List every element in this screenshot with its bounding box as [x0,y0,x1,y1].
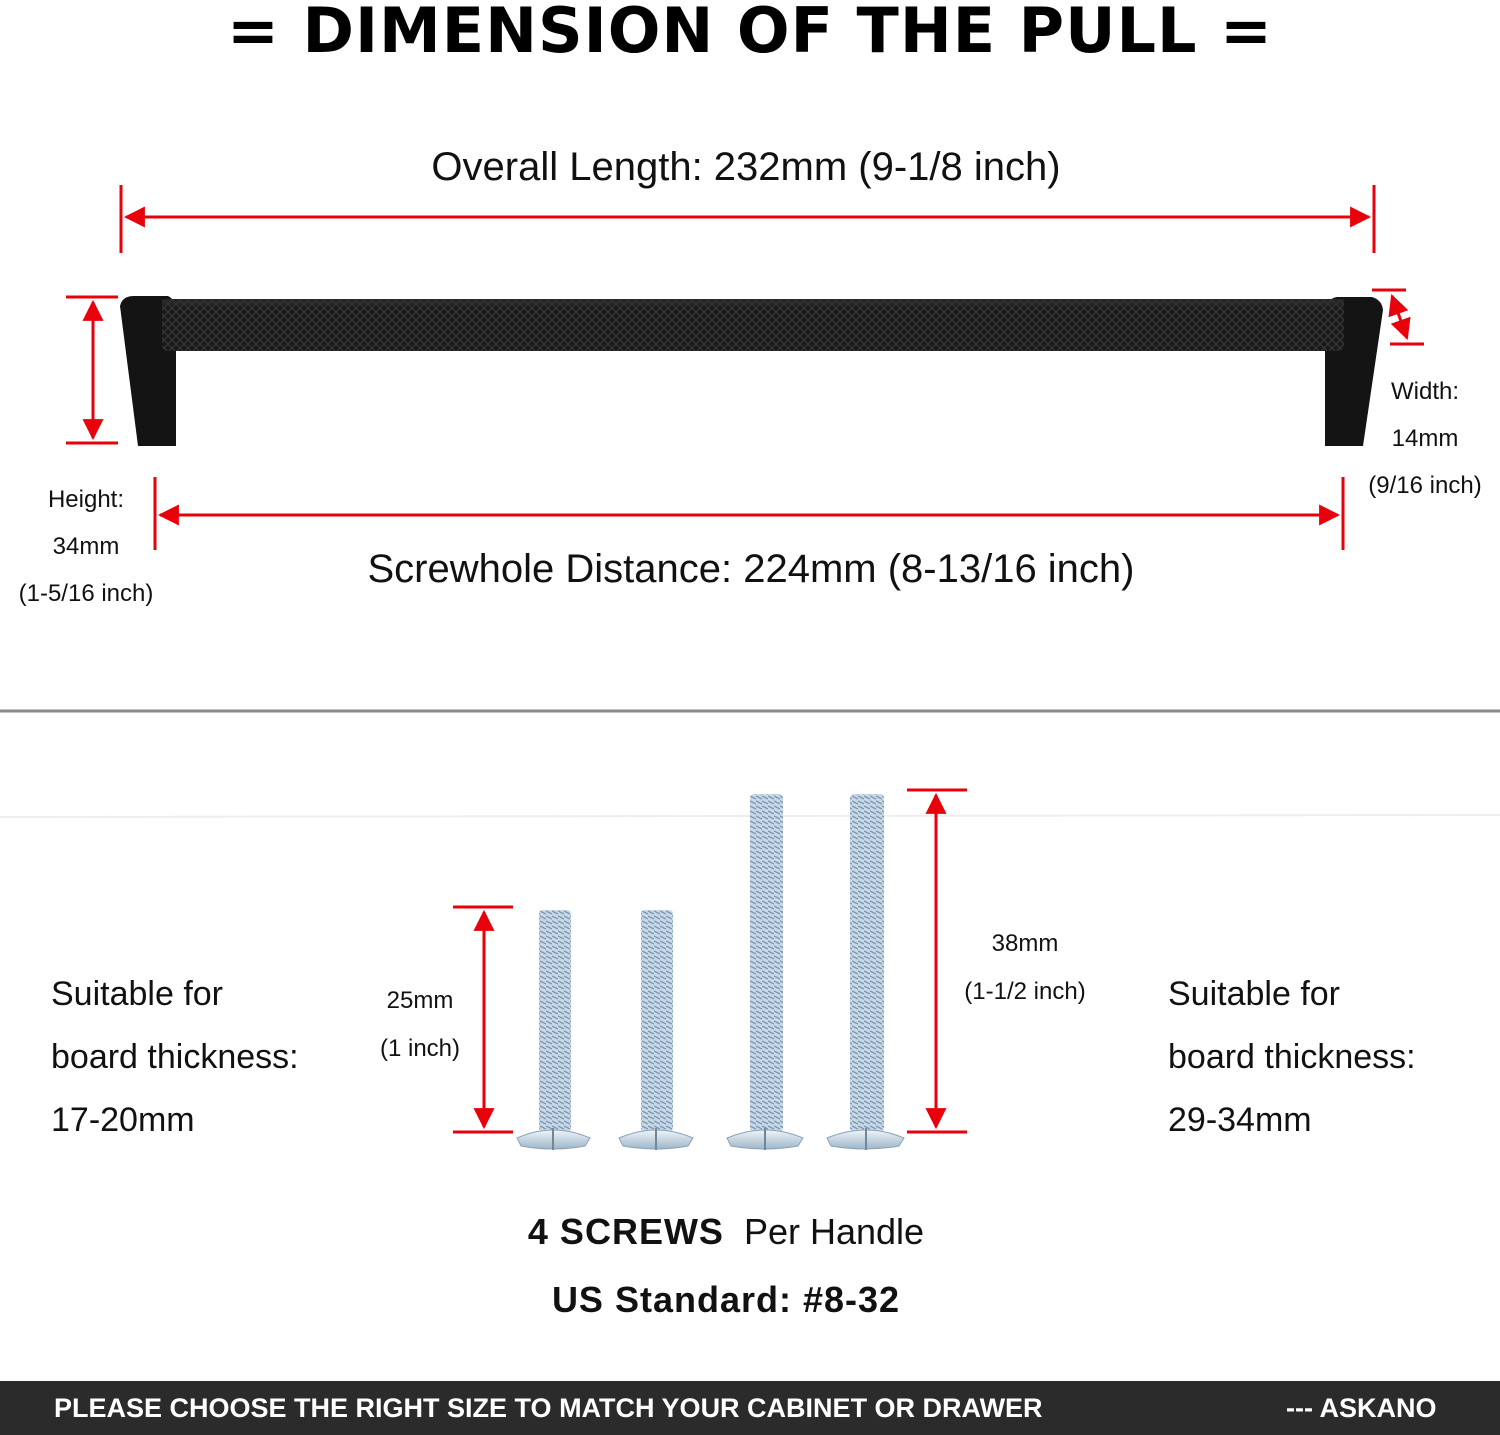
width-label: Width: [1390,378,1459,405]
height-mm: 34mm [52,533,120,560]
page-title: = DIMENSION OF THE PULL = [226,0,1273,67]
screw-short-2 [619,910,693,1150]
height-label-group [0,476,172,617]
short-screw-inch: (1 inch) [379,1035,461,1062]
right-board-line1: Suitable for [1168,975,1340,1013]
screws-per-handle [0,1211,1452,1253]
footer-message: PLEASE CHOOSE THE RIGHT SIZE TO MATCH YOUR CABINET OR DRAWER [54,1393,1043,1423]
screwhole-distance-label: Screwhole Distance: 224mm (8-13/16 inch) [367,547,1135,591]
right-board-thickness [1168,963,1416,1152]
height-inch: (1-5/16 inch) [18,580,154,607]
left-board-line1: Suitable for [51,975,223,1013]
short-screw-label [360,977,480,1073]
left-board-line3: 17-20mm [51,1101,195,1139]
short-screw-mm: 25mm [386,987,454,1014]
width-label-group [1350,368,1500,509]
long-screw-label [945,920,1105,1016]
screw-short-1 [517,910,590,1150]
cabinet-pull-handle [120,296,1383,446]
brand-name: --- ASKANO [1286,1393,1437,1423]
screwhole-distance-dimension [155,477,1343,550]
screw-count-suffix: Per Handle [743,1211,925,1252]
screw-long-2 [827,794,904,1150]
right-board-line2: board thickness: [1168,1038,1416,1076]
height-dimension [66,297,118,443]
screw-long-1 [727,794,803,1150]
left-board-line2: board thickness: [51,1038,299,1076]
footer-bar [0,1381,1500,1435]
long-screw-inch: (1-1/2 inch) [964,978,1086,1005]
overall-length-dimension [121,185,1374,253]
screw-count: 4 SCREWS [527,1211,724,1252]
left-board-thickness [51,963,299,1152]
long-screw-mm: 38mm [991,930,1059,957]
overall-length-label: Overall Length: 232mm (9-1/8 inch) [431,145,1061,189]
height-label: Height: [47,486,125,513]
right-board-line3: 29-34mm [1168,1101,1312,1139]
us-standard: US Standard: #8-32 [551,1279,901,1320]
width-inch: (9/16 inch) [1368,472,1482,499]
width-mm: 14mm [1391,425,1459,452]
